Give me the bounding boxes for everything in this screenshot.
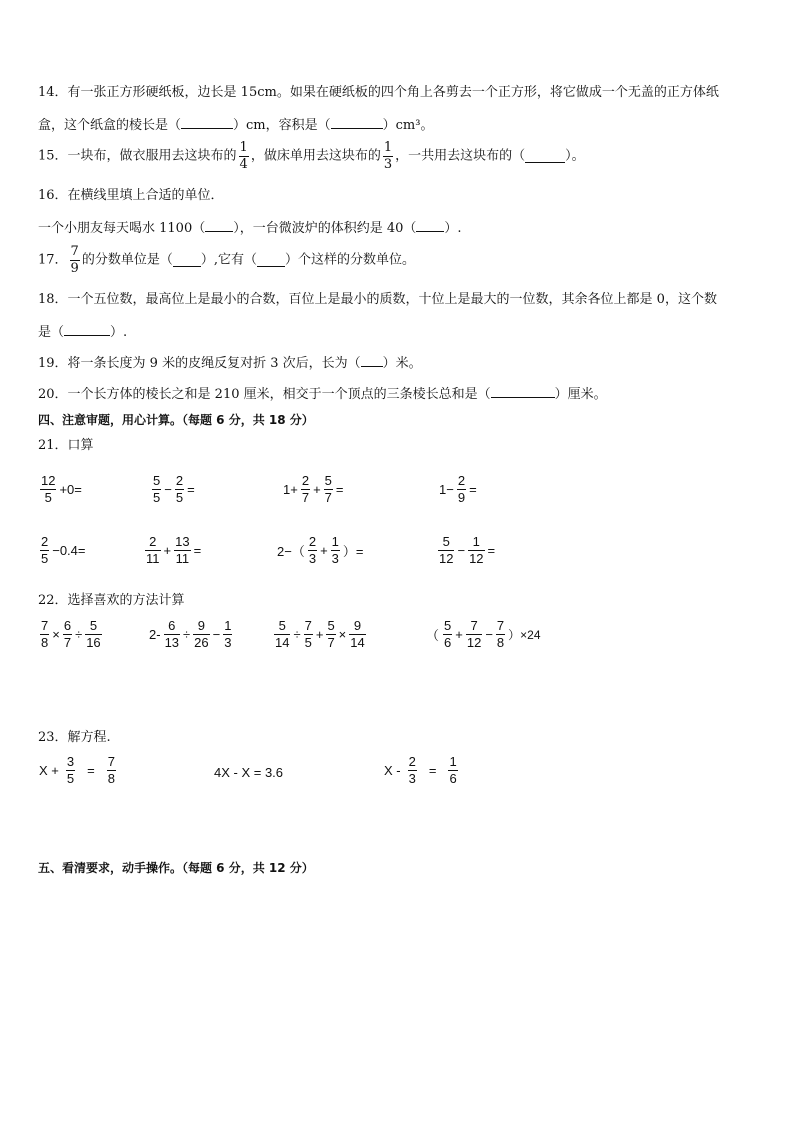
q21-expr-6: $\frac{2}{11}$ + $\frac{13}{11}$ = (146, 534, 202, 566)
q16-blank-2[interactable] (416, 219, 444, 232)
q17-blank-1[interactable] (173, 254, 201, 267)
q16-body (38, 219, 462, 238)
section-5-heading: 五、看清要求，动手操作。（每题 6 分，共 12 分） (38, 861, 314, 875)
q21-expr-1: $\frac{12}{5}$ +0= (41, 473, 82, 505)
q19 (38, 354, 422, 373)
q14-text-c: ）cm³。 (382, 118, 434, 133)
q21-expr-4: 1− $\frac{2}{9}$ = (439, 473, 477, 505)
q18-line1: 18．一个五位数，最高位上是最小的合数，百位上是最小的质数，十位上是最大的一位数，其余各位上都是 0，这个数 (38, 292, 717, 307)
q23-equation-3: X - $\frac{2}{3}$ = $\frac{1}{6}$ (384, 754, 457, 786)
q17-text-c: ）个这样的分数单位。 (284, 252, 415, 268)
q19-blank[interactable] (361, 354, 383, 367)
q21-expr-2: $\frac{5}{5}$ − $\frac{2}{5}$ = (153, 473, 195, 505)
q14-text-a: 盒，这个纸盒的棱长是（ (38, 118, 182, 133)
q17-text-a: 的分数单位是（ (81, 252, 173, 268)
q16-text-b: ），一台微波炉的体积约是 40（ (233, 221, 417, 236)
q15 (38, 140, 585, 173)
q21-expr-5: $\frac{2}{5}$ −0.4= (41, 534, 86, 566)
q17-text-b: ）,它有（ (200, 252, 257, 268)
q15-blank[interactable] (525, 150, 565, 163)
q14-blank-edge[interactable] (181, 116, 233, 129)
q23-equation-2: 4X - X = 3.6 (214, 765, 284, 780)
q18-text-b: ）. (110, 325, 128, 340)
q14-line1: 14．有一张正方形硬纸板，边长是 15cm。如果在硬纸板的四个角上各剪去一个正方形，将它做成一个无盖的正方体纸 (38, 85, 719, 100)
q17-blank-2[interactable] (257, 254, 285, 267)
section-4-heading: 四、注意审题，用心计算。（每题 6 分，共 18 分） (38, 413, 314, 427)
q23-equation-1: X + $\frac{3}{5}$ = $\frac{7}{8}$ (39, 754, 115, 786)
q22-expr-1: $\frac{7}{8}$ × $\frac{6}{7}$ ÷ $\frac{5}{16}$ (41, 618, 101, 650)
q14-line2 (38, 116, 433, 135)
q21-expr-3: 1+ $\frac{2}{7}$ + $\frac{5}{7}$ = (283, 473, 344, 505)
q16-text-c: ）. (444, 221, 462, 236)
q15-text-b: ，做床单用去这块布的 (250, 148, 381, 164)
q15-text-a: 15．一块布，做衣服用去这块布的 (38, 148, 237, 164)
q16-title: 16．在横线里填上合适的单位． (38, 188, 224, 203)
q19-text-a: 19．将一条长度为 9 米的皮绳反复对折 3 次后，长为（ (38, 356, 361, 371)
q21-title: 21．口算 (38, 438, 94, 453)
q22-title: 22．选择喜欢的方法计算 (38, 593, 185, 608)
q19-text-b: ）米。 (382, 356, 422, 371)
q16-text-a: 一个小朋友每天喝水 1100（ (38, 221, 206, 236)
q22-expr-2: 2- $\frac{6}{13}$ ÷ $\frac{9}{26}$ − $\frac{1}{3}$ (149, 618, 232, 650)
q20-text-a: 20．一个长方体的棱长之和是 210 厘米，相交于一个顶点的三条棱长总和是（ (38, 387, 491, 402)
q23-title: 23．解方程. (38, 730, 111, 745)
q14-blank-volume[interactable] (331, 116, 383, 129)
q21-expr-7: 2−（ $\frac{2}{3}$ + $\frac{1}{3}$ ）= (277, 534, 364, 566)
q21-expr-8: $\frac{5}{12}$ − $\frac{1}{12}$ = (439, 534, 496, 566)
q14-text-b: ）cm，容积是（ (233, 118, 331, 133)
q22-expr-3: $\frac{5}{14}$ ÷ $\frac{7}{5}$ + $\frac{5}{7}$ × $\frac{9}{14}$ (275, 618, 365, 650)
q17-prefix: 17． (38, 252, 68, 268)
q15-text-c: ，一共用去这块布的（ (395, 148, 526, 164)
q16-blank-1[interactable] (205, 219, 233, 232)
q18-line2 (38, 323, 127, 342)
q20 (38, 385, 607, 404)
q15-fraction-2: $\frac{1}{3}$ (383, 140, 393, 172)
q20-blank[interactable] (491, 385, 555, 398)
q18-text-a: 是（ (38, 325, 65, 340)
q15-fraction-1: $\frac{1}{4}$ (239, 140, 248, 172)
q20-text-b: ）厘米。 (554, 387, 607, 402)
q18-blank[interactable] (64, 323, 110, 336)
q22-expr-4: （ $\frac{5}{6}$ + $\frac{7}{12}$ − $\frac{7}{8}$ ）×24 (426, 618, 541, 650)
q17-fraction: $\frac{7}{9}$ (70, 244, 79, 276)
q17 (38, 244, 415, 277)
q15-text-d: ）。 (565, 148, 585, 164)
